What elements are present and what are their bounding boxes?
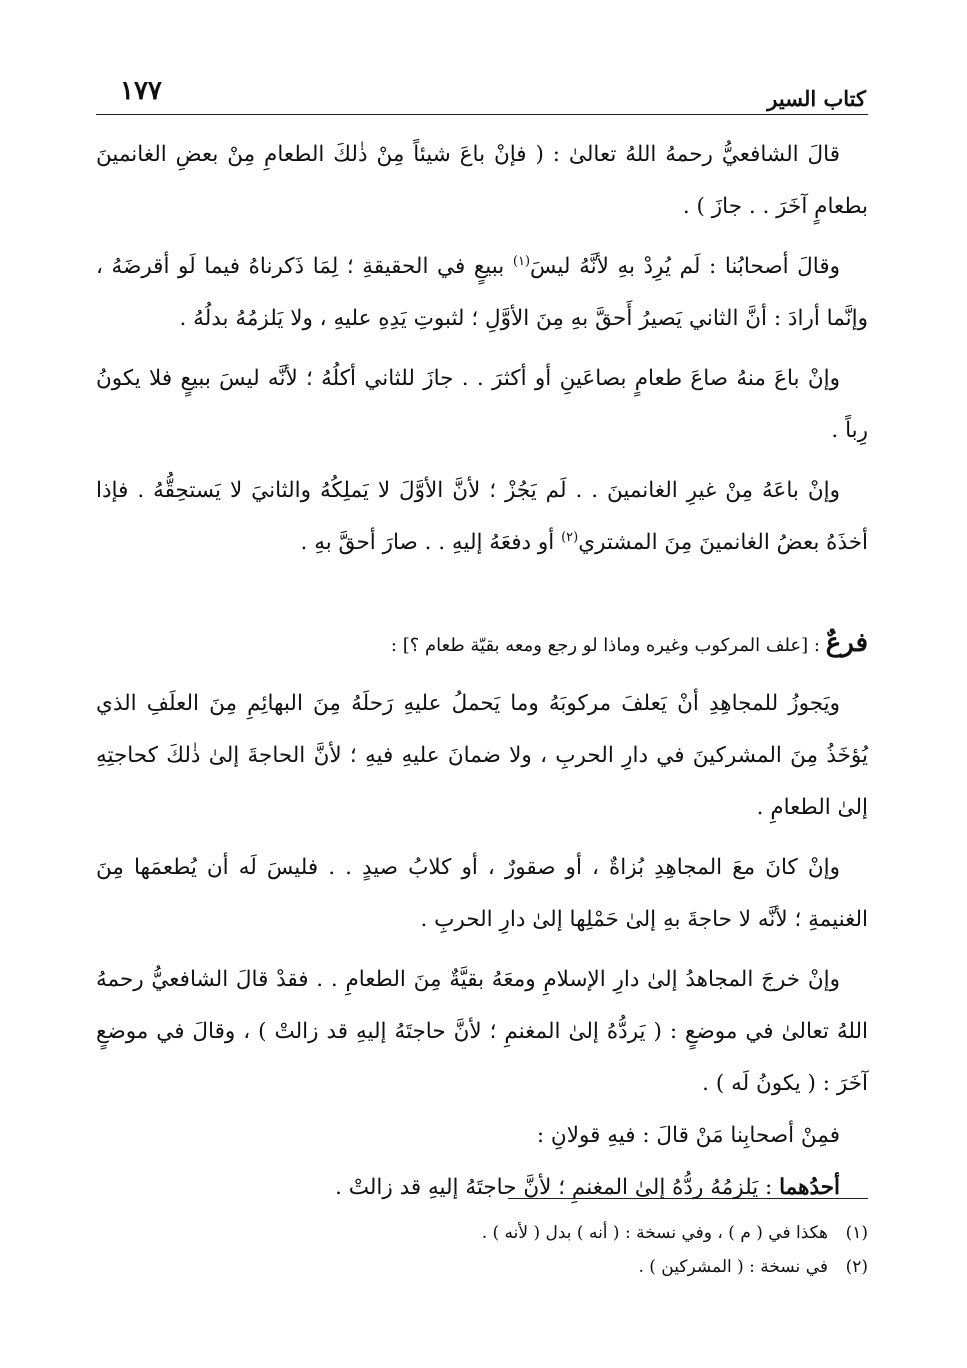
paragraph-8: فمِنْ أصحابِنا مَنْ قالَ : فيهِ قولانِ :	[536, 1123, 840, 1148]
paragraph-9-lead: أحدُهما	[779, 1175, 840, 1200]
footnote-ref-1: (١)	[512, 253, 531, 269]
footnote-1-text: هكذا في ( م ) ، وفي نسخة : ( أنه ) بدل ( لأنه ) .	[481, 1223, 828, 1243]
paragraph-9-rest: : يَلزمُهُ ردُّهُ إلىٰ المغنمِ ؛ لأنَّ حاجتَهُ إليهِ قد زالتْ .	[335, 1175, 780, 1200]
footnote-ref-2: (٢)	[561, 529, 579, 545]
paragraph-4-part-a: وإنْ باعَهُ مِنْ غيرِ الغانمينَ . . لَم يَجُزْ ؛ لأنَّ الأوَّلَ لا يَملِكُهُ والثانيَ لا يَستحِقُّهُ . فإذا أخذَهُ بعضُ الغانمينَ مِنَ المشتري	[96, 478, 868, 555]
paragraph-4-part-b: أو دفعَهُ إليهِ . . صارَ أحقَّ بهِ .	[300, 530, 562, 555]
footnote-2	[96, 1250, 868, 1284]
book-page	[96, 70, 868, 1310]
paragraph-4	[96, 465, 868, 569]
paragraph-2-part-b: ببيعٍ في الحقيقةِ ؛ لِمَا ذَكرناهُ فيما لَو أقرضَهُ ، وإنَّما أرادَ : أنَّ الثاني يَصيرُ أَحقَّ بهِ مِنَ الأوَّلِ ؛ لثبوتِ يَدِهِ عليهِ ، ولا يَلزمُهُ بدلُهُ .	[96, 254, 868, 331]
paragraph-2-part-a: وقالَ أصحابُنا : لَم يُرِدْ بهِ لأنَّهُ ليسَ	[530, 254, 840, 279]
branch-word: فرعٌ	[825, 628, 868, 658]
branch-heading	[96, 617, 868, 672]
section-gap	[96, 577, 868, 617]
paragraph-5: ويَجوزُ للمجاهِدِ أنْ يَعلفَ مركوبَهُ وما يَحملُ عليهِ رَحلَهُ مِنَ البهائِمِ مِنَ العلَفِ الذي يُؤخَذُ مِنَ المشركينَ في دارِ الحربِ ، ولا ضمانَ عليهِ فيهِ ؛ لأنَّ الحاجةَ إلىٰ ذٰلكَ كحاجتِهِ إلىٰ الطعامِ .	[96, 691, 868, 820]
paragraph-1: قالَ الشافعيُّ رحمهُ اللهُ تعالىٰ : ( فإنْ باعَ شيئاً مِنْ ذٰلكَ الطعامِ مِنْ بعضِ الغانمينَ بطعامٍ آخَرَ . . جازَ ) .	[96, 142, 868, 219]
footnote-1	[96, 1216, 868, 1250]
footnote-1-number: (١)	[845, 1223, 868, 1243]
paragraph-7: وإنْ خرجَ المجاهدُ إلىٰ دارِ الإسلامِ ومعَهُ بقيَّةٌ مِنَ الطعامِ . . فقدْ قالَ الشافعيُّ رحمهُ اللهُ تعالىٰ في موضعٍ : ( يَردُّهُ إلىٰ المغنمِ ؛ لأنَّ حاجتَهُ إليهِ قد زالتْ ) ، وقالَ في موضعٍ آخَرَ : ( يكونُ لَه ) .	[96, 967, 868, 1096]
branch-title: : [علف المركوب وغيره وماذا لو رجع ومعه بقيّة طعام ؟] :	[390, 635, 826, 656]
paragraph-3: وإنْ باعَ منهُ صاعَ طعامٍ بصاعَينِ أو أكثرَ . . جازَ للثاني أكلُهُ ؛ لأنَّه ليسَ ببيعٍ فلا يكونُ رِباً .	[96, 366, 868, 443]
page-number: ١٧٧	[120, 76, 162, 106]
book-title: كتاب السير	[767, 86, 866, 111]
footnote-2-number: (٢)	[845, 1257, 868, 1277]
paragraph-9	[96, 1162, 868, 1214]
page-header	[96, 70, 868, 115]
paragraph-6: وإنْ كانَ معَ المجاهِدِ بُزاةٌ ، أو صقورٌ ، أو كلابُ صيدٍ . . فليسَ لَه أن يُطعمَها مِنَ الغنيمةِ ؛ لأنَّه لا حاجةَ بهِ إلىٰ حَمْلِها إلىٰ دارِ الحربِ .	[96, 855, 868, 932]
footnote-2-text: في نسخة : ( المشركين ) .	[638, 1257, 828, 1277]
footnotes	[96, 1216, 868, 1284]
footnote-divider	[508, 1198, 868, 1199]
main-text	[96, 115, 868, 1214]
paragraph-2	[96, 241, 868, 345]
